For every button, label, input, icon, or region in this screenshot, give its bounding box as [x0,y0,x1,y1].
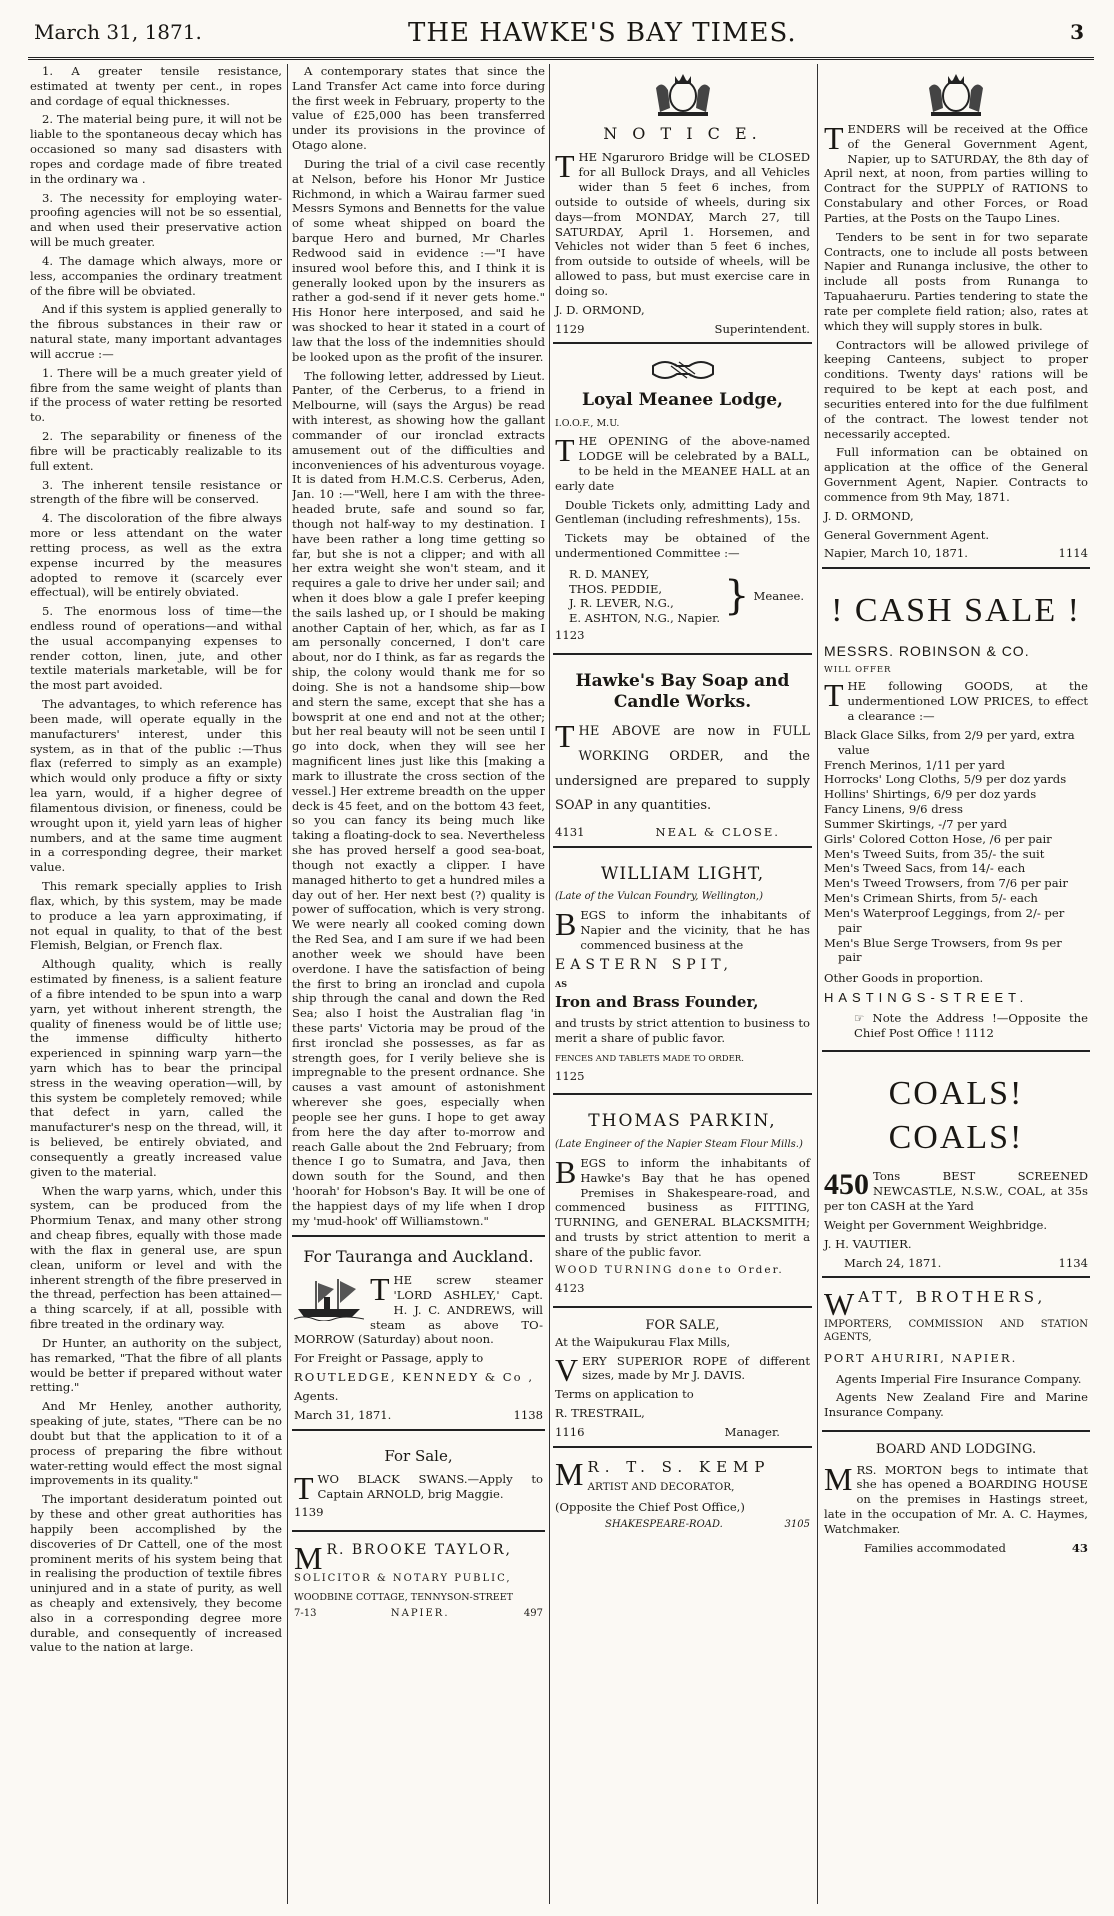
ad-heading: N O T I C E. [603,124,762,143]
ad-number: 1129 [555,321,585,336]
drop-cap: M [824,1460,853,1497]
article-paragraph: 2. The material being pure, it will not be liable to the spontaneous decay which has occasioned so many sad disasters with ropes and cordage made of fibre treated in the ordinary wa . [30,112,282,186]
ad-body: EGS to inform the inhabitants of Hawke's Bay that he has opened Premises in Shakespeare-road, and commenced business as FITTING, TURNING, and GENERAL BLACKSMITH; and trusts by strict attention to merit a share of the public favor. [555,1155,810,1259]
column-notices [553,64,812,1912]
ad-note: Note the Address !—Opposite the Chief Post Office ! [854,1010,1088,1040]
ad-body: HE OPENING of the above-named LODGE will be celebrated by a BALL, to be held in the MEANEE HALL at an early date [555,434,810,493]
masthead [28,8,1094,60]
ad-place: PORT AHURIRI, NAPIER. [824,1350,1018,1365]
ad-as: AS [555,978,567,989]
column-rule [287,64,288,1904]
ad-tickets: Double Tickets only, admitting Lady and Gentleman (including refreshments), 15s. [555,497,810,527]
ad-paragraph: Tenders to be sent in for two separate Contracts, one to include all posts between Napier and Runanga inclusive, the other to include all posts from Runanga to Tapuahaeruru. Parties tendering to state the rate per complete field ration; also, rates at which they will supply stores in bulk. [824,229,1088,333]
list-item: Black Glace Silks, from 2/9 per yard, extra value [824,727,1075,757]
ad-trade: IMPORTERS, COMMISSION AND STATION AGENTS, [824,1319,1088,1343]
news-paragraph: The following letter, addressed by Lieut. Panter, of the Cerberus, to a friend in Melbourne, will (says the Argus) be read with interest, as showing how the gallant commander of our ironclad extracts amusement out of the difficulties and inconveniences of his adventurous voyage. It is dated from H.M.C.S. Cerberus, Aden, Jan. 10 :—"Well, here I am with the three-headed brute, safe and sound so far, though not half-way to my destination. I have been rather a long time getting so far, but she is not a clipper; and with all her extra weight she won't steam, and it requires a gale to drive her under sail; and when it does blow a gale I prefer keeping the sails lashed up, or I should be making another Captain of her, which, as far as I am personally concerned, I don't care about, nor do I think, as far as regards the ship, the colony would thank me for so doing. She is not a handsome ship—bow and stern the same, except that she has a bowsprit at one end and not at the other; but her real beauty will not be seen until I go into dock, when they will see her magnificent lines just like this [making a mark to illustrate the cross section of the vessel.] Her extreme breadth on the upper deck is 45 feet, and on the bottom 43 feet, so you can fancy its being much like taking a floating-dock to sea. Nevertheless she has proved herself a good sea-boat, though not exactly a clipper. I have managed hitherto to get a hundred miles a day out of her. Her next best (?) quality is power of suffocation, which is very strong. We were nearly all cooked coming down the Red Sea, and I am sure if we had been another week we should have been overdone. I have the satisfaction of being the first to bring an ironclad and cupola ship through the canal and down the Red Sea; also I hoist the Australian flag 'in these parts' Victoria may be proud of the first ironclad she possesses, as far as strength goes, for I verily believe she is impregnable to the present ordnance. She causes a vast amount of astonishment wherever she goes, especially when people see her guns. I hope to get away from here the day after to-morrow and reach Galle about the 2nd February; from thence I go to Sumatra, and Java, then down south for the Sound, and then 'hoorah' for Hobson's Bay. It will be one of the happiest days of my life when I drop my 'mud-hook' off Williamstown." [292,368,545,1228]
ad-tenders [822,64,1090,569]
list-item: Girls' Colored Cotton Hose, /6 per pair [824,831,1052,846]
ad-signer: J. D. ORMOND, [555,302,645,317]
ad-body: HE screw steamer 'LORD ASHLEY,' Capt. H. J. C. ANDREWS, will steam as above TO-MORROW (Saturday) about noon. [294,1273,543,1347]
ad-heading: THOMAS PARKIN, [588,1111,777,1132]
ad-subheading: I.O.O.F., M.U. [555,418,620,430]
ad-fences: FENCES AND TABLETS MADE TO ORDER. [555,1053,744,1064]
ad-heading: BOARD AND LODGING. [875,1442,1037,1458]
ad-date: March 31, 1871. [294,1407,392,1422]
list-item: Men's Tweed Suits, from 35/- the suit [824,846,1045,861]
column-fibre-article [30,64,282,1912]
drop-cap: W [824,1286,855,1323]
ad-agents: Agents. [294,1388,339,1403]
ad-role: Manager. [724,1424,780,1439]
ad-number: 43 [1071,1540,1088,1555]
page-number: 3 [1070,20,1084,44]
ad-heading: ATT, BROTHERS, [858,1288,1047,1307]
drop-cap: V [555,1351,579,1388]
ad-town: NAPIER. [390,1607,450,1619]
newspaper-title: THE HAWKE'S BAY TIMES. [408,18,797,48]
article-paragraph: And if this system is applied generally to the fibrous substances in their raw or natural state, many important advantages will accrue :— [30,302,282,361]
steamer-ship-icon [294,1275,364,1321]
ad-body: HE ABOVE are now in FULL WORKING ORDER, and the undersigned are prepared to supply SOAP in any quantities. [555,724,810,814]
article-paragraph: 2. The separability or fineness of the fibre will be practicably realizable to its full extent. [30,429,282,473]
ad-trust: and trusts by strict attention to business to merit a share of public favor. [555,1016,810,1045]
drop-cap: T [555,432,575,469]
ad-body: EGS to inform the inhabitants of Napier and the vicinity, that he has commenced business at the [580,908,810,952]
ad-heading: COALS! COALS! [888,1075,1024,1156]
list-item: Men's Waterproof Leggings, from 2/- per pair [824,905,1065,935]
column-advertisements [822,64,1090,1912]
article-paragraph: 4. The damage which always, more or less, accompanies the ordinary treatment of the fibre will be obviated. [30,253,282,298]
ad-coals [822,1058,1090,1278]
list-item: French Merinos, 1/11 per yard [824,757,1005,772]
drop-cap: B [555,906,577,943]
ad-terms: Terms on application to [555,1387,694,1402]
ad-number: 1134 [1058,1255,1088,1270]
goods-list [824,728,1088,965]
ad-agency: Agents New Zealand Fire and Marine Insurance Company. [824,1390,1088,1420]
ad-number: 497 [523,1607,543,1619]
ad-road: SHAKESPEARE-ROAD. [605,1519,723,1531]
drop-cap: T [555,148,575,185]
list-item: Horrocks' Long Cloths, 5/9 per doz yards [824,772,1067,787]
article-paragraph: 1. A greater tensile resistance, estimated at twenty per cent., in ropes and cordage of equal thicknesses. [30,64,282,108]
ad-members: Tickets may be obtained of the undermentioned Committee :— [555,531,810,561]
ad-title: SOLICITOR & NOTARY PUBLIC, [294,1572,512,1584]
ad-date: Napier, March 10, 1871. [824,546,968,561]
ad-name: J. H. VAUTIER. [824,1236,912,1251]
ad-number: 1112 [964,1025,994,1040]
article-paragraph: 1. There will be a much greater yield of fibre from the same weight of plants than if the process of water retting be resorted to. [30,365,282,425]
ad-heading: FOR SALE, [645,1318,720,1334]
ad-subheading: At the Waipukurau Flax Mills, [555,1334,731,1349]
royal-crest-icon [921,68,991,118]
ad-meanee-lodge [553,350,812,654]
ad-agency: Agents Imperial Fire Insurance Company. [836,1371,1082,1386]
article-paragraph: Dr Hunter, an authority on the subject, has remarked, "That the fibre of all plants would be better if prepared without water retting." [30,1335,282,1395]
list-item: Hollins' Shirtings, 6/9 per doz yards [824,787,1037,802]
ad-heading: For Sale, [384,1446,453,1465]
royal-crest-icon [648,68,718,118]
ad-agent: ROUTLEDGE, KENNEDY & Co , [294,1370,535,1385]
ad-quantity: 450 [824,1168,869,1202]
ad-address: (Opposite the Chief Post Office,) [555,1500,745,1515]
column-news [292,64,545,1912]
ad-trade: Iron and Brass Founder, [555,992,759,1011]
article-paragraph: And Mr Henley, another authority, speaking of jute, states, "There can be no doubt but that the application to it of a process of preparing the fibre without water-retting would effect the most signal improvements in its quality." [30,1399,282,1488]
committee-member: J. R. LEVER, N.G., [569,596,674,611]
drop-cap: B [555,1153,577,1190]
drop-cap: T [370,1271,390,1308]
ad-number: 4131 [555,824,585,839]
news-paragraph: A contemporary states that since the Land Transfer Act came into force during the first week in February, property to the value of £25,000 has been transferred under its provisions in the province of Otago alone. [292,64,545,153]
column-rule [817,64,818,1904]
ad-board-lodging [822,1438,1090,1562]
ad-firm: MESSRS. ROBINSON & CO. [824,642,1030,659]
ad-body: Tons BEST SCREENED NEWCASTLE, N.S.W., COAL, at 35s per ton CASH at the Yard [824,1169,1088,1214]
ad-tauranga-steamer [292,1235,545,1431]
ad-watt-brothers [822,1284,1090,1432]
article-paragraph: 4. The discoloration of the fibre always more or less attendant on the water retting process, as well as the extra expense incurred by the measures adopted to remove it (scarcely ever effectual), will be entirely obviated. [30,511,282,600]
ad-body: RS. MORTON begs to intimate that she has opened a BOARDING HOUSE on the premises in Hastings street, late in the occupation of Mr. A. C. Haymes, Watchmaker. [824,1462,1088,1536]
article-paragraph: 3. The necessity for employing water-proofing agencies will not be so essential, and when used their preservative action will be much greater. [30,190,282,250]
ad-body: HE following GOODS, at the undermentioned LOW PRICES, to effect a clearance :— [847,679,1088,724]
ad-place: Meanee. [753,588,805,603]
ad-street: HASTINGS-STREET. [824,990,1029,1006]
ad-number: 1138 [513,1407,543,1422]
committee-member: THOS. PEDDIE, [569,581,663,596]
article-paragraph: When the warp yarns, which, under this system, can be produced from the Phormium Tenax, and many other strong and cheap fibres, equally with those made with the flax in general use, are spun clean, uniform or level and with the inherent strength of the fibre preserved in the thread, perfection has been attained—a thing scarcely, if at all, possible with fibre treated in the ordinary way. [30,1183,282,1332]
pointing-hand-icon: ☞ [854,1010,873,1025]
ad-paragraph: Full information can be obtained on application at the office of the General Government Agent, Napier. Contracts to commence from 9th May, 1871. [824,445,1088,504]
ad-signer: J. D. ORMOND, [824,508,914,523]
ad-offer: WILL OFFER [824,664,892,675]
article-paragraph: This remark specially applies to Irish flax, which, by this system, may be made to produce a lea yarn approximating, if not equal in quality, to that of the best Flemish, Belgian, or French flax. [30,879,282,953]
ad-body: ENDERS will be received at the Office of the General Government Agent, Napier, up to SATURDAY, the 8th day of April next, at noon, from parties willing to Contract for the SUPPLY of RATIONS to Constabulary and other Forces, or Road Parties, at the Posts on the Taupo Lines. [824,122,1088,225]
committee-member: R. D. MANEY, [569,566,650,581]
drop-cap: T [294,1469,314,1506]
list-item: Men's Tweed Trowsers, from 7/6 per pair [824,876,1068,891]
ad-number: 4123 [555,1281,585,1296]
ad-cash-sale [822,575,1090,1052]
article-paragraph: 5. The enormous loss of time—the endless round of operations—and withal the usual accompanying expenses to render cotton, linen, jute, and other textile materials marketable, will be for the most part avoided. [30,604,282,693]
ad-number: 1125 [555,1068,585,1083]
ad-number: 1116 [555,1424,585,1439]
drop-cap: T [555,718,575,755]
ad-rope-sale [553,1314,812,1448]
issue-date: March 31, 1871. [34,20,202,44]
ad-number: 3105 [784,1519,810,1531]
ad-soap-works [553,661,812,848]
drop-cap: T [824,677,844,714]
article-paragraph: The advantages, to which reference has been made, will operate equally in the manufacturers' interest, under this system, as in that of the public :—Thus flax (referred to simply as an example) which would only produce a fifty or sixty lea yarn, would, if a higher degree of filamentous division, or fineness, could be wrought upon it, yield yarn leas of higher numbers, and at the same time augment in a corresponding degree, their market value. [30,697,282,875]
article-paragraph: Although quality, which is really estimated by fineness, is a salient feature of a fibre intended to be spun into a warp yarn, yet without inherent strength, the quality of fineness would be of little use; the immense difficulty hitherto experienced in spinning warp yarn—the yarn which has to bear the principal stress in the weaving operation—will, by this system be completely removed; while that defect in yarn, called the manufacturer's nesp on the thread, will, it is believed, be entirely obviated, and consequently a greatly increased value given to the material. [30,957,282,1179]
ad-number: 1123 [555,627,585,642]
clasped-hands-icon [651,354,715,384]
ad-firm: NEAL & CLOSE. [655,824,780,839]
ad-trade: ARTIST AND DECORATOR, [587,1480,735,1493]
ad-name: R. TRESTRAIL, [555,1405,645,1420]
ad-heading: WILLIAM LIGHT, [600,863,765,884]
ad-heading: ! CASH SALE ! [831,592,1081,630]
ad-paragraph: Contractors will be allowed privilege of keeping Canteens, subject to proper conditions. Twenty days' rations will be required to be kept at each post, and securities entered into for the due fulfilment of the contract. The lowest tender not necessarily accepted. [824,337,1088,441]
list-item: Men's Tweed Sacs, from 14/- each [824,861,1026,876]
committee-member: E. ASHTON, N.G., Napier. [569,611,721,626]
ad-weight: Weight per Government Weighbridge. [824,1217,1048,1232]
list-item: Fancy Linens, 9/6 dress [824,802,963,817]
ad-freight: For Freight or Passage, apply to [294,1351,484,1366]
article-paragraph: 3. The inherent tensile resistance or strength of the fibre will be conserved. [30,477,282,507]
ad-wood: WOOD TURNING done to Order. [555,1263,784,1276]
ad-number: 1114 [1058,546,1088,561]
ad-subheading: (Late of the Vulcan Foundry, Wellington,) [555,891,764,903]
ad-heading: Hawke's Bay Soap and Candle Works. [575,670,790,713]
ad-brooke-taylor [292,1538,545,1627]
ad-body: WO BLACK SWANS.—Apply to Captain ARNOLD, brig Maggie. [317,1471,543,1501]
ad-body: ERY SUPERIOR ROPE of different sizes, made by Mr J. DAVIS. [582,1353,810,1383]
list-item: Summer Skirtings, -/7 per yard [824,816,1008,831]
ad-families: Families accommodated [864,1540,1006,1555]
ad-code: 7-13 [294,1607,317,1619]
ad-kemp [553,1454,812,1538]
list-item: Men's Blue Serge Trowsers, from 9s per pair [824,935,1062,965]
ad-name: R. T. S. KEMP [587,1457,771,1476]
ad-black-swans [292,1437,545,1533]
news-paragraph: During the trial of a civil case recently at Nelson, before his Honor Mr Justice Richmond, in which a Wairau farmer sued Messrs Symons and Bennetts for the value of some wheat shipped on board the barque Hero and burned, Mr Charles Redwood said in evidence :—"I have insured wool before this, and I think it is generally looked upon by the insurers as rather a god-send if it never gets home." His Honor here interposed, and said he was shocked to hear it stated in a court of law that the loss of the indemnities should be looked upon as the profit of the insurer. [292,156,545,364]
ad-subheading: (Late Engineer of the Napier Steam Flour Mills.) [555,1139,803,1151]
drop-cap: M [555,1455,584,1492]
ad-address: WOODBINE COTTAGE, TENNYSON-STREET [294,1591,513,1603]
ad-other: Other Goods in proportion. [824,971,984,986]
ad-ngaruroro-notice [553,64,812,344]
column-rule [549,64,550,1904]
ad-body: HE Ngaruroro Bridge will be CLOSED for all Bullock Drays, and all Vehicles wider than 5 feet 6 inches, from outside to outside of wheels, during six days—from MONDAY, March 27, till SATURDAY, April 1. Horsemen, and Vehicles not wider than 5 feet 6 inches, from outside to outside of wheels, will be allowed to pass, but must exercise care in doing so. [555,150,810,298]
committee-list [569,567,810,626]
ad-number: 1139 [294,1505,324,1520]
ad-heading: Loyal Meanee Lodge, [582,390,783,411]
brace-glyph: } [724,573,750,620]
ad-role: General Government Agent. [824,527,990,542]
ad-thomas-parkin [553,1101,812,1308]
ad-date: March 24, 1871. [844,1255,942,1270]
ad-role: Superintendent. [714,321,810,336]
drop-cap: T [824,120,844,156]
article-paragraph: The important desideratum pointed out by these and other great authorities has happily been accomplished by the discoveries of Dr Cattell, one of the most prominent merits of his system being that in realising the production of textile fibres uninjured and in a state of purity, as well as cheaply and extensively, they become also in a corresponding degree more durable, and consequently of increased value to the nation at large. [30,1492,282,1655]
ad-william-light [553,854,812,1096]
ad-place: EASTERN SPIT, [555,956,733,973]
ad-heading: For Tauranga and Auckland. [303,1246,534,1266]
drop-cap: M [294,1540,323,1577]
list-item: Men's Crimean Shirts, from 5/- each [824,891,1038,906]
ad-name: R. BROOKE TAYLOR, [326,1542,512,1559]
